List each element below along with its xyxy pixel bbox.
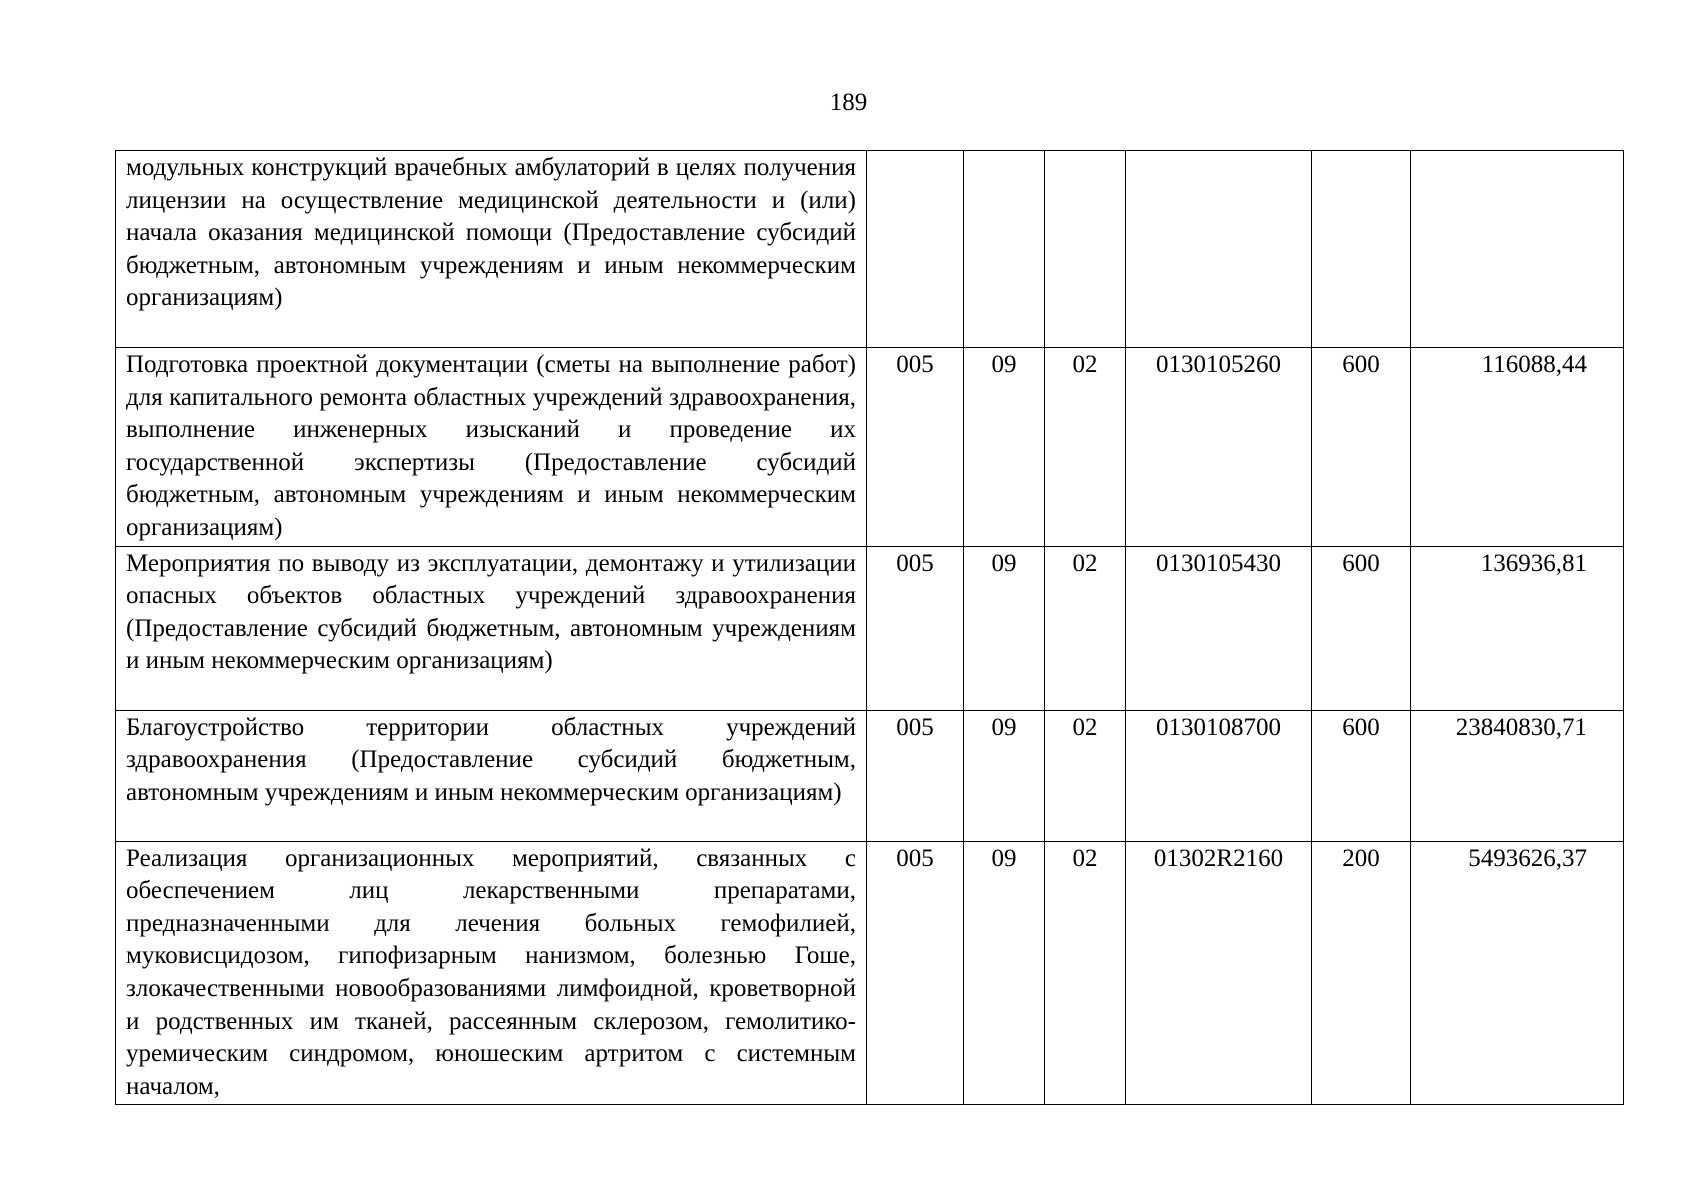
target-article-code: 0130108700: [1126, 710, 1312, 841]
subsection-code: [1045, 151, 1126, 348]
budget-table: [115, 150, 1624, 1105]
ministry-code: 005: [867, 841, 964, 1105]
target-article-code: 0130105430: [1126, 546, 1312, 710]
expense-type-code: 600: [1312, 546, 1411, 710]
row-description: Подготовка проектной документации (сметы на выполнение работ) для капитального ремонта областных учреждений здравоохранения, выполнение инженерных изысканий и проведение их государственной экспертизы (Предоставление субсидий бюджетным, автономным учреждениям и иным некоммерческим организациям): [116, 348, 867, 547]
table-row: [116, 710, 1624, 841]
amount: 116088,44: [1411, 348, 1624, 547]
ministry-code: 005: [867, 546, 964, 710]
amount: [1411, 151, 1624, 348]
section-code: 09: [964, 546, 1045, 710]
expense-type-code: 600: [1312, 710, 1411, 841]
target-article-code: 0130105260: [1126, 348, 1312, 547]
target-article-code: 01302R2160: [1126, 841, 1312, 1105]
row-description: Благоустройство территории областных учреждений здравоохранения (Предоставление субсидий бюджетным, автономным учреждениям и иным некоммерческим организациям): [116, 710, 867, 841]
section-code: 09: [964, 710, 1045, 841]
expense-type-code: 600: [1312, 348, 1411, 547]
subsection-code: 02: [1045, 546, 1126, 710]
table-row: [116, 348, 1624, 547]
amount: 23840830,71: [1411, 710, 1624, 841]
table-row: [116, 546, 1624, 710]
expense-type-code: 200: [1312, 841, 1411, 1105]
amount: 136936,81: [1411, 546, 1624, 710]
target-article-code: [1126, 151, 1312, 348]
row-description: Реализация организационных мероприятий, связанных с обеспечением лиц лекарственными препаратами, предназначенными для лечения больных гемофилией, муковисцидозом, гипофизарным нанизмом, болезнью Гоше, злокачественными новообразованиями лимфоидной, кроветворной и родственных им тканей, рассеянным склерозом, гемолитико-уремическим синдромом, юношеским артритом с системным началом,: [116, 841, 867, 1105]
section-code: 09: [964, 841, 1045, 1105]
row-description: Мероприятия по выводу из эксплуатации, демонтажу и утилизации опасных объектов областных учреждений здравоохранения (Предоставление субсидий бюджетным, автономным учреждениям и иным некоммерческим организациям): [116, 546, 867, 710]
section-code: 09: [964, 348, 1045, 547]
subsection-code: 02: [1045, 348, 1126, 547]
ministry-code: 005: [867, 348, 964, 547]
page-number: 189: [829, 89, 868, 116]
table-row: [116, 151, 1624, 348]
subsection-code: 02: [1045, 710, 1126, 841]
ministry-code: [867, 151, 964, 348]
section-code: [964, 151, 1045, 348]
row-description: модульных конструкций врачебных амбулаторий в целях получения лицензии на осуществление медицинской деятельности и (или) начала оказания медицинской помощи (Предоставление субсидий бюджетным, автономным учреждениям и иным некоммерческим организациям): [116, 151, 867, 348]
ministry-code: 005: [867, 710, 964, 841]
amount: 5493626,37: [1411, 841, 1624, 1105]
subsection-code: 02: [1045, 841, 1126, 1105]
expense-type-code: [1312, 151, 1411, 348]
table-row: [116, 841, 1624, 1105]
